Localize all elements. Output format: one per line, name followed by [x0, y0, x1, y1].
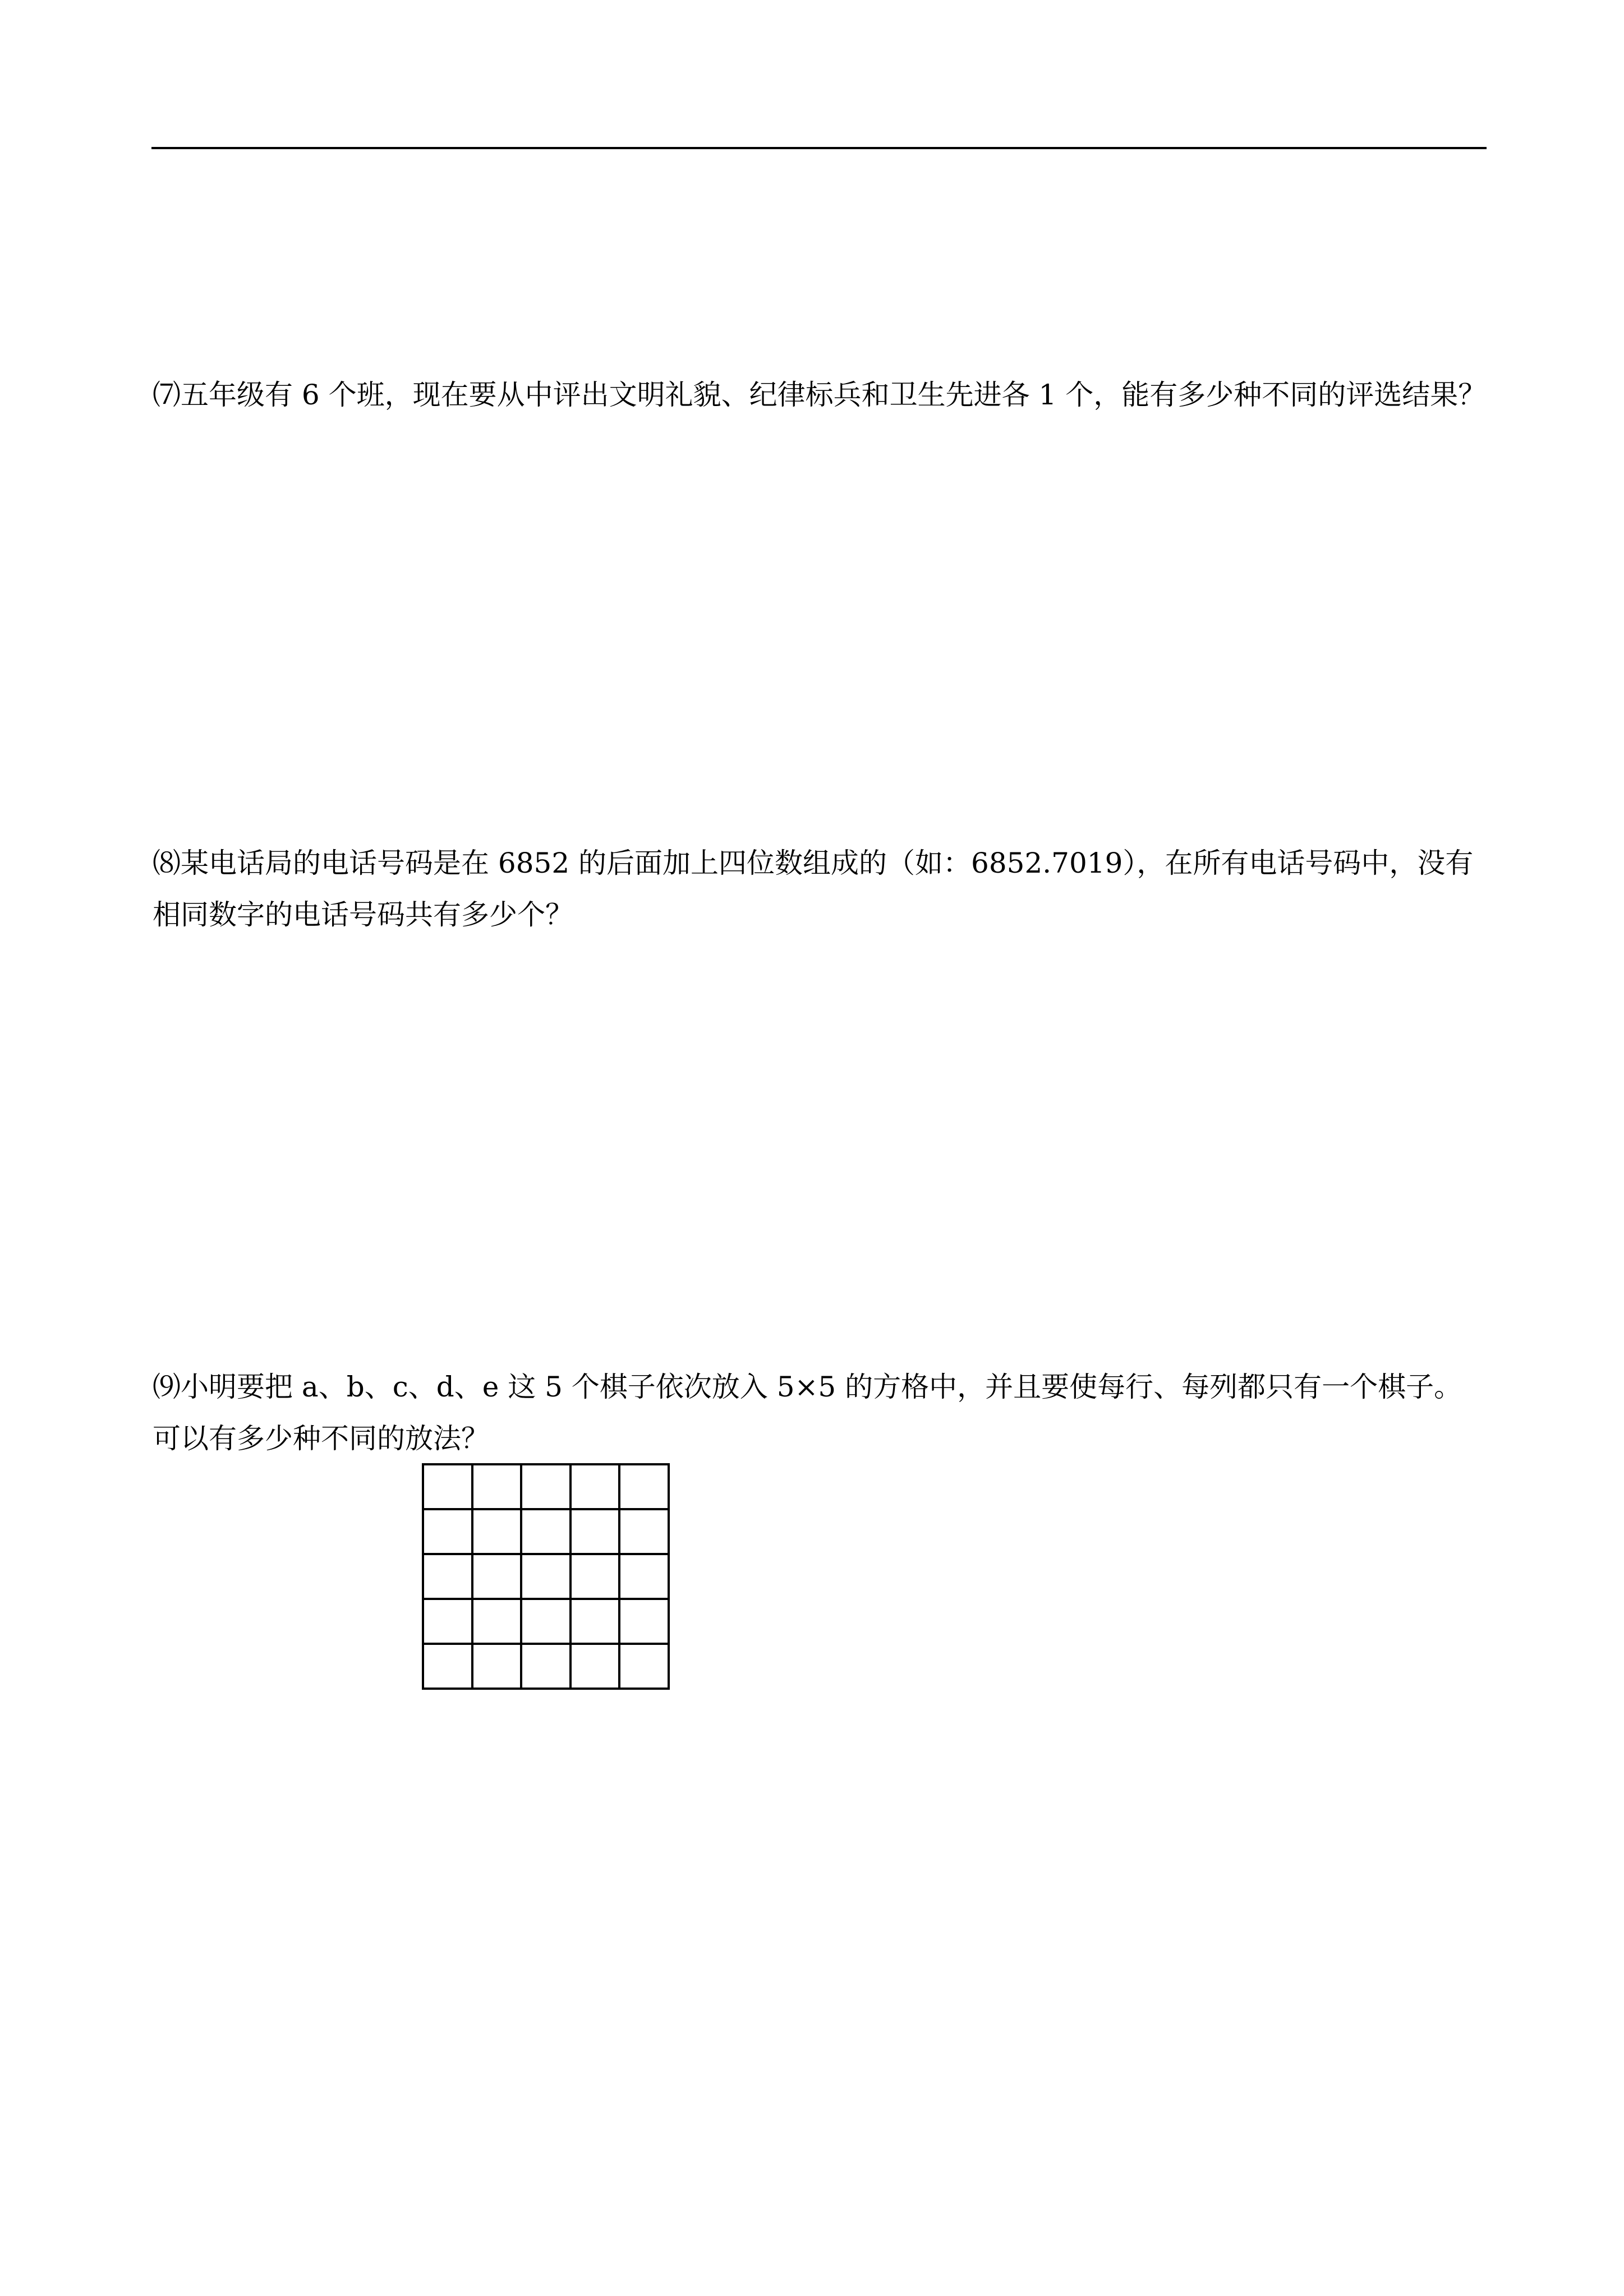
grid-cell: [571, 1509, 620, 1554]
grid-cell: [521, 1554, 571, 1599]
grid-cell: [423, 1644, 472, 1689]
grid-cell: [571, 1599, 620, 1644]
grid-cell: [472, 1464, 522, 1509]
grid-cell: [571, 1554, 620, 1599]
grid-cell: [472, 1644, 522, 1689]
grid-row: [423, 1599, 669, 1644]
header-rule: [151, 147, 1487, 149]
grid-cell: [472, 1509, 522, 1554]
question-8-line-1: ⑻某电话局的电话号码是在 6852 的后面加上四位数组成的（如：6852.7019），在所有电话号码中，没有: [153, 847, 1474, 879]
grid-cell: [521, 1644, 571, 1689]
grid-cell: [423, 1464, 472, 1509]
grid-cell: [472, 1554, 522, 1599]
question-9: [153, 1361, 1499, 1464]
grid-row: [423, 1464, 669, 1509]
question-7: [153, 369, 1499, 421]
grid-cell: [571, 1644, 620, 1689]
question-9-line-1: ⑼小明要把 a、b、c、d、e 这 5 个棋子依次放入 5×5 的方格中，并且要使每行、每列都只有一个棋子。: [153, 1371, 1462, 1403]
grid-cell: [423, 1554, 472, 1599]
grid-cell: [521, 1509, 571, 1554]
grid-cell: [423, 1509, 472, 1554]
grid-cell: [619, 1509, 669, 1554]
grid-cell: [619, 1599, 669, 1644]
grid-cell: [571, 1464, 620, 1509]
grid-cell: [619, 1644, 669, 1689]
question-7-line-1: ⑺五年级有 6 个班，现在要从中评出文明礼貌、纪律标兵和卫生先进各 1 个，能有多少种不同的评选结果？: [153, 379, 1487, 411]
grid-row: [423, 1554, 669, 1599]
grid-row: [423, 1644, 669, 1689]
grid-cell: [521, 1464, 571, 1509]
question-8: [153, 837, 1499, 940]
grid-cell: [619, 1554, 669, 1599]
five-by-five-grid: [422, 1463, 670, 1690]
grid-cell: [521, 1599, 571, 1644]
question-9-line-2: 可以有多少种不同的放法？: [153, 1422, 489, 1455]
question-8-line-2: 相同数字的电话号码共有多少个？: [153, 898, 573, 931]
grid-row: [423, 1509, 669, 1554]
grid-cell: [472, 1599, 522, 1644]
grid-cell: [423, 1599, 472, 1644]
grid-cell: [619, 1464, 669, 1509]
